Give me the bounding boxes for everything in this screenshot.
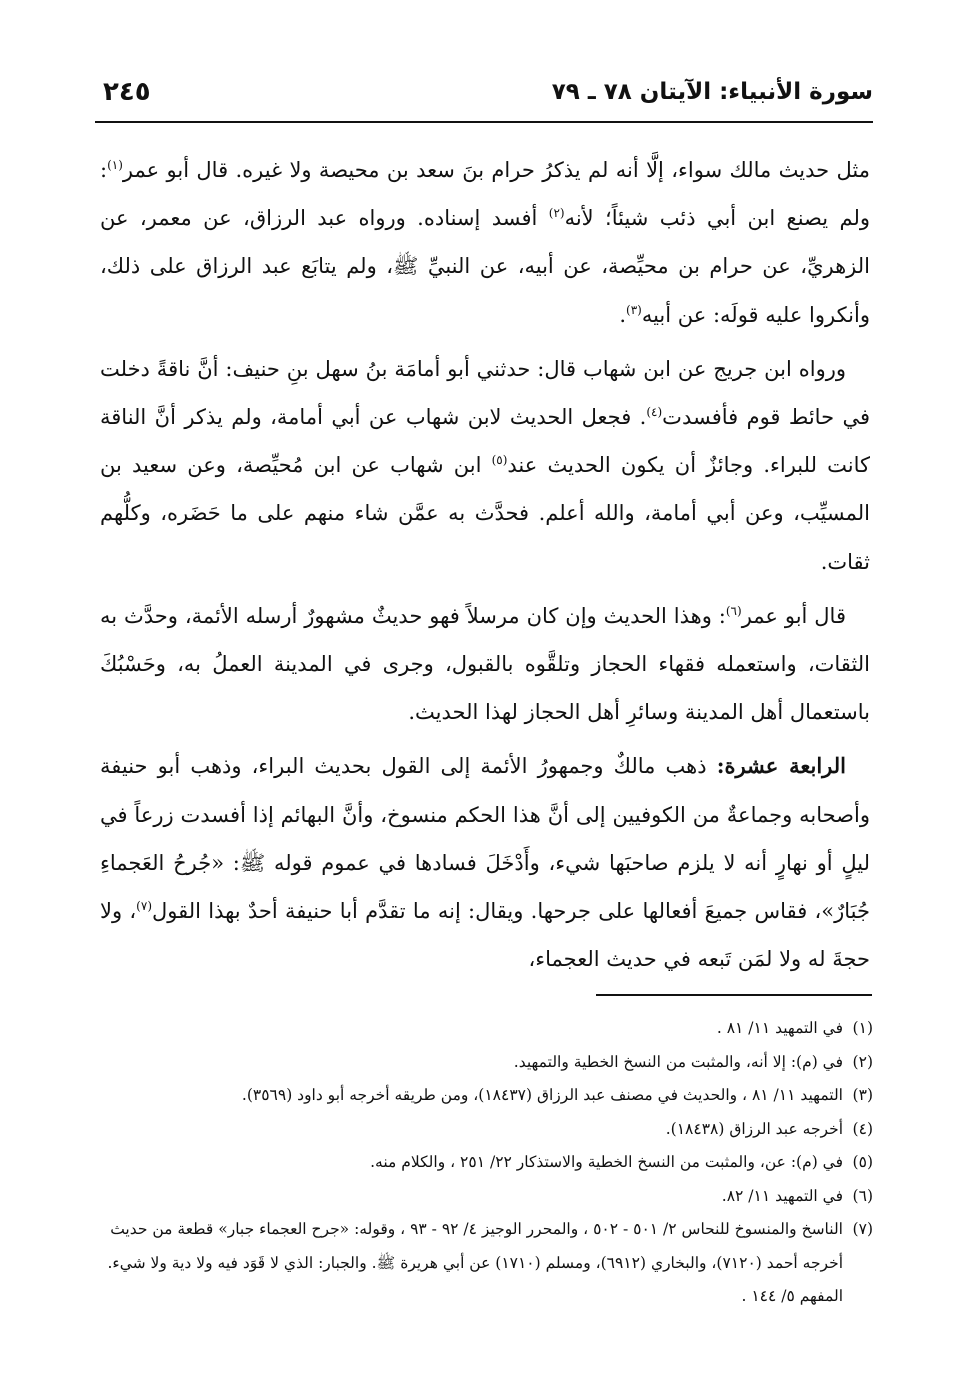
footnote-ref: (٥) (491, 453, 508, 468)
paragraph (100, 742, 870, 983)
paragraph (100, 146, 870, 339)
footnote-number: (٤) (852, 1119, 873, 1138)
paragraph-text: ورواه ابن جريج عن ابن شهاب قال: حدثني أبو أمامَة بنُ سهل بنِ حنيف: أنَّ ناقةً دخلت في حائط قوم فأفسدت (100, 356, 871, 430)
footnote-text: أخرجه عبد الرزاق (١٨٤٣٨). (665, 1119, 843, 1138)
footnote-ref: (٦) (725, 603, 742, 618)
footnote-text: في (م): عن، والمثبت من النسخ الخطية والاستذكار ٢٢/ ٢٥١ ، والكلام منه. (370, 1153, 843, 1171)
footnote-ref: (٧) (136, 899, 152, 914)
footnote-ref: (٣) (626, 302, 642, 317)
paragraph (100, 345, 870, 586)
footnote (100, 1180, 873, 1214)
footnote-text: التمهيد ١١/ ٨١ ، والحديث في مصنف عبد الرزاق (١٨٤٣٧)، ومن طريقه أخرجه أبو داود (٣٥٦٩). (241, 1086, 843, 1104)
footnote (100, 1213, 873, 1314)
paragraph-text: ابن شهاب عن ابن مُحيِّصة، وعن سعيد بن المسيِّب، وعن أبي أمامة، والله أعلم. فحدَّث به عمَّن شاء منهم على ما حَضَره، وكلُّهم ثقات. (100, 453, 870, 574)
footnote-ref: (٢) (548, 206, 565, 221)
footnote (100, 1079, 873, 1113)
paragraph (100, 592, 870, 737)
paragraph-text: مثل حديث مالك سواء، إلَّا أنه لم يذكرُ حرام بنَ سعد بن محيصة ولا غيره. قال أبو عمر (122, 158, 870, 182)
issue-heading: الرابعة عشرة: (716, 753, 846, 779)
footnote-number: (٢) (852, 1052, 873, 1071)
paragraph-text: أفسد إسناده. ورواه عبد الرزاق، عن معمر، عن الزهريِّ، عن حرام بن محيِّصة، عن أبيه، عن النبيِّ ﷺ، ولم يتابَع عبد الرزاق على ذلك، وأنكروا عليه قولَه: عن أبيه (100, 206, 870, 327)
footnote-number: (٧) (852, 1220, 873, 1238)
footnote-text: في (م): إلا أنه، والمثبت من النسخ الخطية والتمهيد. (513, 1052, 843, 1071)
footnote (100, 1012, 873, 1046)
footnote (100, 1146, 873, 1180)
running-title: سورة الأنبياء: الآيتان ٧٨ ـ ٧٩ (551, 79, 873, 105)
footnote (100, 1046, 873, 1080)
footnote-ref: (١) (107, 158, 123, 172)
paragraph-text: ، ولا حجةَ له ولا لمَن تَبعه في حديث العجماء، (100, 899, 870, 972)
footnote-text: الناسخ والمنسوخ للنحاس ٢/ ٥٠١ - ٥٠٢ ، والمحرر الوجيز ٤/ ٩٢ - ٩٣ ، وقوله: «جرح العجماء جبار» قطعة من حديث أخرجه أحمد (٧١٢٠)، والبخاري (٦٩١٢)، ومسلم (١٧١٠) عن أبي هريرة ﷺ. والجبار: الذي لا قَوَد فيه ولا دية ولا شيء. المفهم ٥/ ١٤٤ . (107, 1220, 843, 1305)
footnote-number: (١) (852, 1019, 873, 1037)
footnote-text: في التمهيد ١١/ ٨١ . (716, 1019, 843, 1037)
paragraph-text: . (619, 302, 626, 327)
paragraph-text: قال أبو عمر (741, 603, 846, 628)
main-text (100, 146, 870, 989)
page-header (95, 72, 873, 124)
footnote-ref: (٤) (646, 405, 663, 420)
footnote-number: (٦) (852, 1186, 873, 1205)
page-number: ٢٤٥ (103, 77, 151, 107)
paragraph-text: : وهذا الحديث وإن كان مرسلاً فهو حديثٌ مشهورٌ أرسله الأئمة، وحدَّث به الثقات، واستعمله فقهاء الحجاز وتلقَّوه بالقبول، وجرى في المدينة العملُ به، وحَسْبُكَ باستعمال أهل المدينة وسائرِ أهل الحجاز لهذا الحديث. (100, 603, 870, 725)
footnote (100, 1113, 873, 1147)
footnote-number: (٣) (852, 1086, 873, 1104)
paragraph-text: . فجعل الحديث لابن شهاب عن أبي أمامة، ولم يذكر أنَّ الناقة كانت للبراء. وجائزٌ أن يكون الحديث عند (100, 405, 870, 478)
paragraph-text: : ولم يصنع ابن أبي ذئب شيئاً؛ لأنه (100, 158, 870, 231)
paragraph-text: ذهب مالكٌ وجمهورُ الأئمة إلى القول بحديث البراء، وذهب أبو حنيفة وأصحابه وجماعةٌ من الكوفيين إلى أنَّ هذا الحكم منسوخ، وأنَّ البهائم إذا أفسدت زرعاً في ليلٍ أو نهارٍ أنه لا يلزم صاحبَها شيء، وأَدْخَلَ فسادها في عموم قوله ﷺ: «جُرحُ العَجماءِ جُبَارٌ»، فقاس جميعَ أفعالها على جرحها. ويقال: إنه ما تقدَّم أبا حنيفة أحدٌ بهذا القول (100, 754, 870, 924)
footnotes (100, 1012, 873, 1314)
header-rule (95, 121, 873, 123)
footnote-rule (596, 994, 872, 996)
footnote-number: (٥) (852, 1153, 873, 1171)
footnote-text: في التمهيد ١١/ ٨٢. (721, 1186, 843, 1205)
